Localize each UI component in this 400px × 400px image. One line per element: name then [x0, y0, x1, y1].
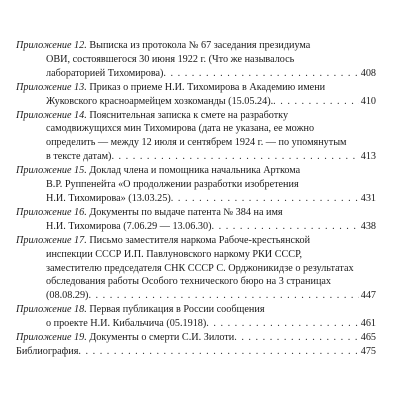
toc-entry-appendix-14[interactable]: [16, 109, 376, 165]
page-number: 447: [360, 290, 376, 302]
entry-label: Приложение 17.: [16, 234, 87, 246]
entry-title-last: Жуковского красноармейцем хозкоманды (15.05.24).: [46, 95, 274, 107]
entry-title-cont: инспекции СССР И.П. Павлуновского наркому РКИ СССР,: [46, 248, 303, 260]
toc-entry-appendix-16[interactable]: [16, 206, 376, 234]
entry-label: Приложение 12.: [16, 40, 87, 51]
dot-leader: [234, 331, 358, 345]
entry-title: Приказ о приеме Н.И. Тихомирова в Академию имени: [89, 81, 326, 93]
entry-label: Приложение 13.: [16, 81, 87, 93]
toc-entry-bibliography[interactable]: [16, 345, 376, 359]
entry-label: Приложение 18.: [16, 304, 87, 316]
entry-title: Письмо заместителя наркома Рабоче-крестьянской: [89, 234, 311, 246]
entry-title-last: о проекте Н.И. Кибальчича (05.1918): [46, 318, 207, 330]
toc-entry-appendix-19[interactable]: [16, 331, 376, 345]
toc-entry-appendix-15[interactable]: [16, 164, 376, 206]
page-number: 431: [360, 192, 376, 204]
entry-title: Пояснительная записка к смете на разработку: [89, 109, 289, 121]
dot-leader: [212, 220, 359, 234]
page-number: 438: [360, 220, 376, 232]
toc-entry-appendix-13[interactable]: [16, 81, 376, 109]
page-number: 410: [360, 95, 376, 107]
entry-title-cont: самодвижущихся мин Тихомирова (дата не указана, ее можно: [46, 123, 315, 135]
entry-title-last: Документы о смерти С.И. Зилоти: [89, 332, 235, 344]
entry-title-cont: ОВИ, состоявшегося 30 июня 1922 г. (Что же называлось: [46, 53, 295, 65]
page-number: 413: [360, 151, 376, 163]
page-number: 461: [360, 318, 376, 330]
entry-title: Первая публикация в России сообщения: [89, 304, 265, 316]
entry-title: Документы по выдаче патента № 384 на имя: [89, 206, 283, 218]
entry-title-cont: В.Р. Руппенейта «О продолжении разработки изобретения: [46, 179, 299, 191]
entry-title-cont: определить — между 12 июля и сентябрем 1924 г. — по упомянутым: [46, 137, 347, 149]
entry-title-last: лабораторией Тихомирова): [46, 67, 164, 79]
entry-label: Приложение 16.: [16, 206, 87, 218]
entry-title-cont: обследования работы Особого технического бюро на 3 страницах: [46, 276, 332, 288]
entry-title: Доклад члена и помощника начальника Арткома: [89, 165, 301, 177]
entry-title-last: (08.08.29): [46, 290, 89, 302]
entry-title: Выписка из протокола № 67 заседания президиума: [89, 40, 311, 51]
entry-label: Приложение 19.: [16, 332, 87, 344]
page-number: 408: [360, 67, 376, 79]
dot-leader: [171, 192, 359, 206]
dot-leader: [78, 345, 358, 359]
toc-entry-appendix-17[interactable]: [16, 234, 376, 304]
dot-leader: [88, 289, 358, 303]
entry-title-last: в тексте датам): [46, 151, 112, 163]
entry-title-last: Н.И. Тихомирова (7.06.29 — 13.06.30): [46, 220, 212, 232]
toc-entry-appendix-18[interactable]: [16, 303, 376, 331]
entry-title-last: Н.И. Тихомирова» (13.03.25): [46, 192, 171, 204]
page-number: 465: [360, 332, 376, 344]
dot-leader: [111, 150, 358, 164]
dot-leader: [163, 67, 358, 81]
dot-leader: [206, 317, 358, 331]
page-number: 475: [360, 345, 376, 357]
dot-leader: [273, 95, 359, 109]
toc-entry-appendix-12[interactable]: [16, 39, 376, 81]
bibliography-title: Библиография: [16, 345, 79, 357]
entry-label: Приложение 14.: [16, 109, 87, 121]
entry-label: Приложение 15.: [16, 165, 87, 177]
entry-title-cont: заместителю председателя СНК СССР С. Орджоникидзе о результатах: [46, 262, 354, 274]
